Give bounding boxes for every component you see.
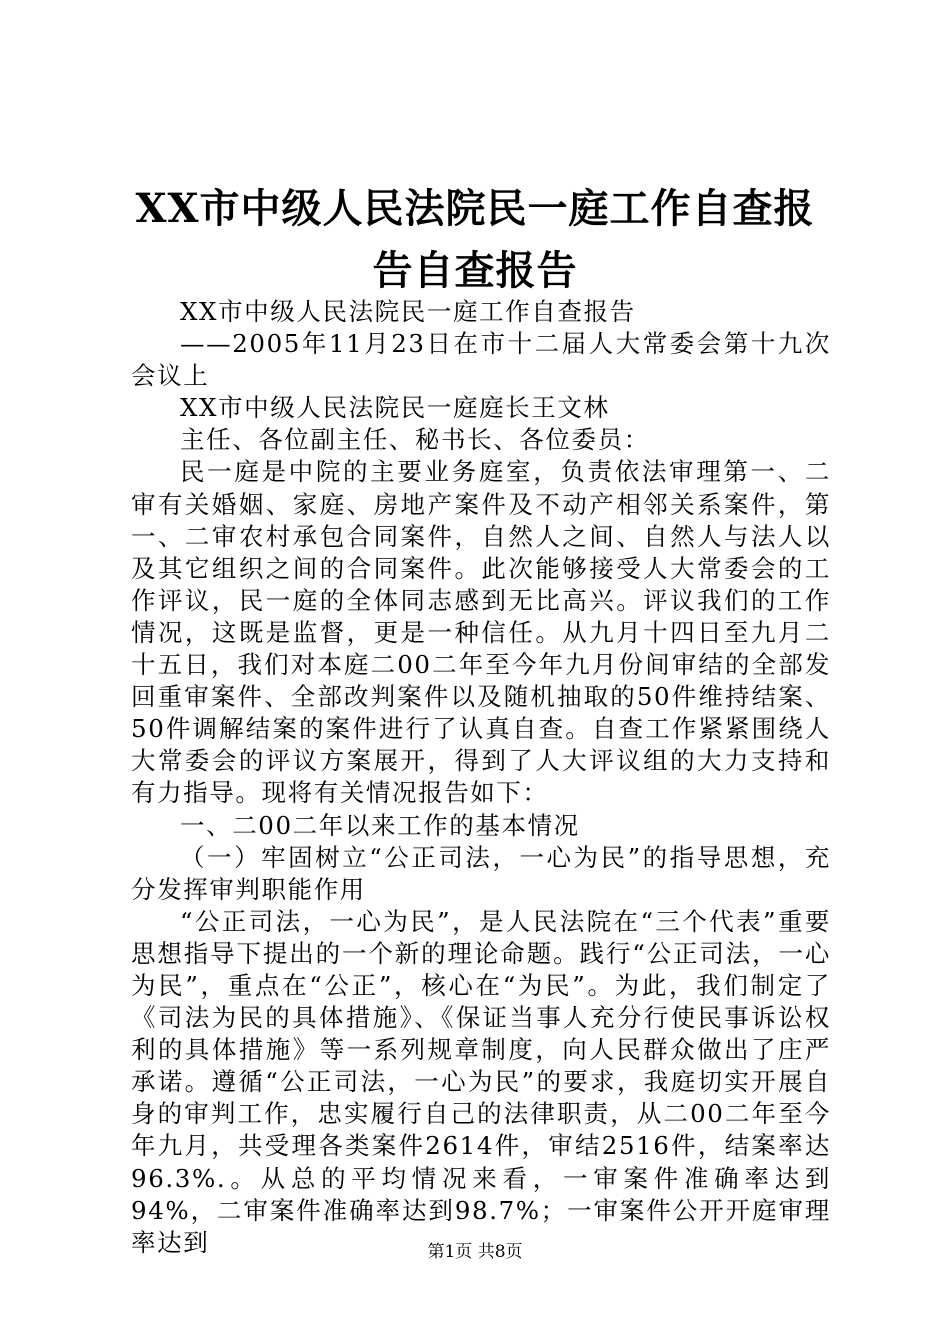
document-title: XX市中级人民法院民一庭工作自查报告自查报告	[135, 185, 815, 294]
salutation: 主任、各位副主任、秘书长、各位委员：	[180, 425, 650, 455]
document-body	[131, 296, 831, 1259]
paragraph-intro: 民一庭是中院的主要业务庭室，负责依法审理第一、二审有关婚姻、家庭、房地产案件及不动产相邻关系案件，第一、二审农村承包合同案件，自然人之间、自然人与法人以及其它组织之间的合同案件。此次能够接受人大常委会的工作评议，民一庭的全体同志感到无比高兴。评议我们的工作情况，这既是监督，更是一种信任。从九月十四日至九月二十五日，我们对本庭二00二年至今年九月份间审结的全部发回重审案件、全部改判案件以及随机抽取的50件维持结案、50件调解结案的案件进行了认真自查。自查工作紧紧围绕人大常委会的评议方案展开，得到了人大评议组的大力支持和有力指导。现将有关情况报告如下：	[131, 457, 831, 808]
paragraph-justice: “公正司法，一心为民”，是人民法院在“三个代表”重要思想指导下提出的一个新的理论命题。践行“公正司法，一心为民”，重点在“公正”，核心在“为民”。为此，我们制定了《司法为民的具体措施》、《保证当事人充分行使民事诉讼权利的具体措施》等一系列规章制度，向人民群众做出了庄严承诺。遵循“公正司法，一心为民”的要求，我庭切实开展自身的审判工作，忠实履行自己的法律职责，从二00二年至今年九月，共受理各类案件2614件，审结2516件，结案率达96.3%.。从总的平均情况来看，一审案件准确率达到94%，二审案件准确率达到98.7%；一审案件公开开庭审理率达到	[131, 906, 831, 1257]
section-heading-1: 一、二00二年以来工作的基本情况	[180, 810, 580, 840]
page-number-footer: 第1页 共8页	[427, 1242, 523, 1262]
author-line: XX市中级人民法院民一庭庭长王文林	[180, 393, 610, 423]
meeting-line: ——2005年11月23日在市十二届人大常委会第十九次会议上	[131, 329, 831, 391]
report-name-line: XX市中级人民法院民一庭工作自查报告	[180, 297, 636, 326]
subsection-heading-1: （一）牢固树立“公正司法，一心为民”的指导思想，充分发挥审判职能作用	[131, 842, 831, 904]
